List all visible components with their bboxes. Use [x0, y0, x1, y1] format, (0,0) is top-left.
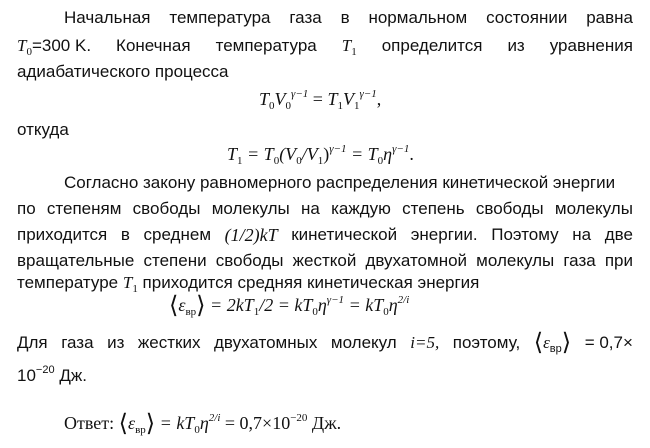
word: Поэтому — [491, 225, 559, 244]
word: по — [17, 199, 36, 218]
word: Начальная — [64, 8, 151, 27]
formula-t1: $T_1 = T_0(V_0/V_1)^{\gamma-1} = T_0\eta^{\gamma-1}$. — [227, 143, 414, 167]
para1-line2 — [17, 36, 633, 56]
formula-rotational-energy: $⟨\varepsilon_{вр}⟩ = 2kT_1/2 = kT_0\eta^{\gamma-1} = kT_0\eta^{2/i}$ — [169, 293, 410, 319]
word: жесткой — [292, 251, 357, 270]
word: степень — [402, 199, 465, 218]
word: молекулы — [211, 199, 290, 218]
word: поэтому, — [452, 333, 521, 352]
word: Конечная — [116, 36, 191, 55]
word: на — [300, 199, 320, 218]
word: каждую — [331, 199, 391, 218]
word: свободы — [215, 251, 284, 270]
word: в — [340, 8, 350, 27]
word: равна — [586, 8, 633, 27]
word: в — [120, 225, 130, 244]
word: определится — [381, 36, 483, 55]
t0-expression: $T_0=300$ K. — [17, 36, 92, 58]
word: степеням — [46, 199, 122, 218]
word: свободы — [132, 199, 201, 218]
word: газа — [563, 251, 596, 270]
para2-line4 — [17, 251, 633, 271]
word: на — [572, 225, 592, 244]
answer-line: Ответ: $⟨\varepsilon_{вр}⟩ = kT_0\eta^{2/i} = 0,7\times 10^{-20}$ Дж. — [64, 411, 342, 437]
para3-line1 — [17, 330, 633, 356]
para2-line1: Согласно закону равномерного распределения кинетической энергии — [64, 173, 616, 192]
word: среднем — [143, 225, 212, 244]
para2-line3 — [17, 225, 633, 245]
formula-adiabatic: $T_0V_0^{\gamma-1} = T_1V_1^{\gamma-1}$, — [259, 88, 382, 112]
word: кинетической — [291, 225, 398, 244]
word: Для — [17, 333, 48, 352]
word: двухатомных — [214, 333, 318, 352]
word: газа — [289, 8, 322, 27]
word: энергии. — [410, 225, 478, 244]
para1-line3: адиабатического процесса — [17, 62, 229, 81]
word: нормальном — [368, 8, 468, 27]
word: температура — [215, 36, 317, 55]
para2-line5: температуре $T_1$ приходится средняя кинетическая энергия — [17, 273, 480, 295]
word: уравнения — [549, 36, 633, 55]
word: две — [604, 225, 633, 244]
word: температура — [169, 8, 271, 27]
word: приходится — [17, 225, 108, 244]
t1-symbol: $T_1$ — [341, 36, 357, 58]
word: газа — [61, 333, 94, 352]
word: молекул — [330, 333, 397, 352]
avg-energy-expression: $⟨\varepsilon_{вр}⟩$ — [533, 330, 572, 356]
word: из — [107, 333, 125, 352]
word: состоянии — [486, 8, 568, 27]
word: при — [604, 251, 633, 270]
half-kt-expression: (1/2)kT — [224, 225, 278, 245]
word: жестких — [137, 333, 201, 352]
otkuda-label: откуда — [17, 120, 69, 139]
value-text: = 0,7× — [584, 333, 633, 352]
word: двухатомной — [365, 251, 468, 270]
answer-label: Ответ: — [64, 413, 119, 433]
word: степени — [143, 251, 207, 270]
word: из — [507, 36, 525, 55]
para3-line2: $10^{-20}$ Дж. — [17, 364, 87, 385]
para1-line1 — [64, 8, 633, 28]
word: вращательные — [17, 251, 135, 270]
para2-line2 — [17, 199, 633, 219]
word: свободы — [475, 199, 544, 218]
word: молекулы — [476, 251, 555, 270]
word: молекулы — [554, 199, 633, 218]
i-equals-5: i=5, — [410, 333, 440, 352]
